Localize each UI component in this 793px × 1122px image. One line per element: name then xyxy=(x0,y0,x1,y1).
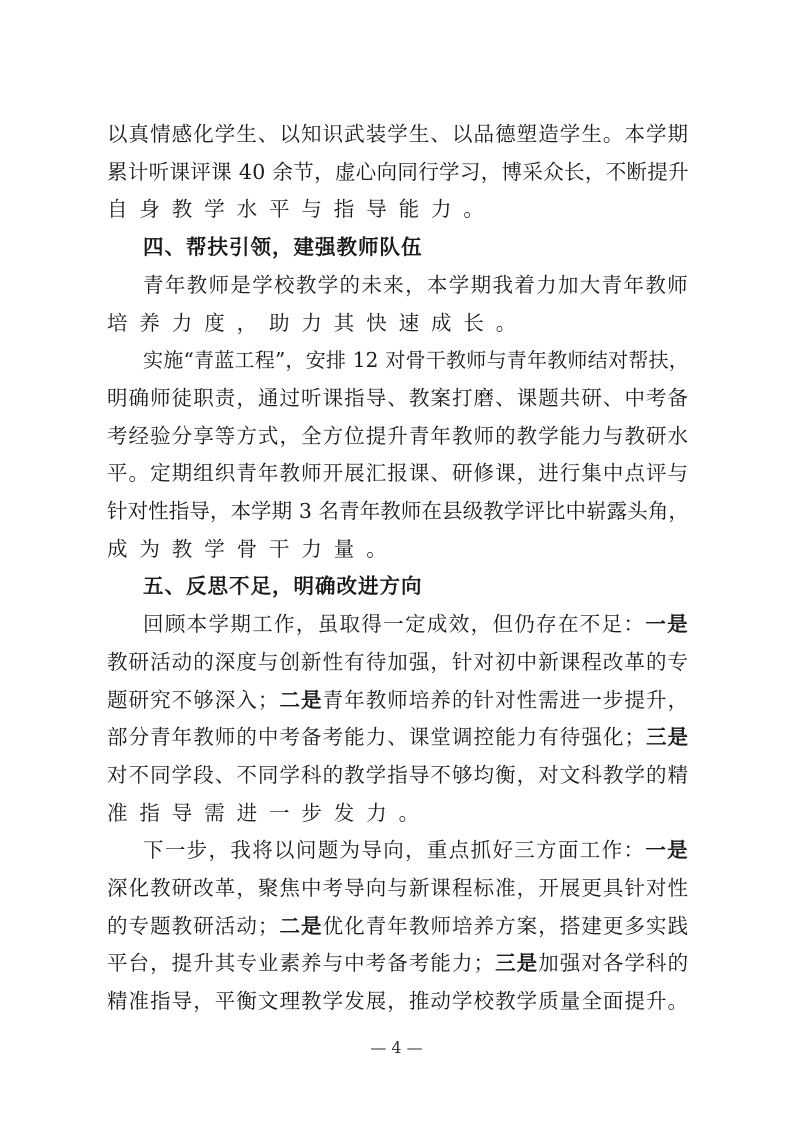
text-line-content xyxy=(143,273,689,297)
bold-emphasis: 三是 xyxy=(495,951,539,976)
text-line-content xyxy=(107,876,689,900)
paragraph xyxy=(107,342,691,568)
text-line xyxy=(107,983,691,1021)
text-segment: 以真情感化学生、以知识武装学生、以品德塑造学生。本学期 xyxy=(107,122,690,146)
text-line xyxy=(107,191,691,229)
text-line-content xyxy=(107,197,496,221)
text-line xyxy=(107,682,691,720)
text-segment: 明确师徒职责，通过听课指导、教案打磨、课题共研、中考备 xyxy=(107,385,690,410)
text-segment: 准指导需进一步发力。 xyxy=(107,800,431,825)
text-segment: 教研活动的深度与创新性有待加强，针对初中新课程改革的专 xyxy=(107,649,690,674)
text-segment: 下一步，我将以问题为导向，重点抓好三方面工作： xyxy=(143,838,646,863)
text-line xyxy=(107,870,691,908)
text-segment: 优化青年教师培养方案，搭建更多实践 xyxy=(322,913,690,938)
text-line-content xyxy=(107,537,399,561)
text-segment: 的专题教研活动； xyxy=(107,913,280,938)
text-segment: 累计听课评课 40 余节，虚心向同行学习，博采众长，不断提升 xyxy=(107,159,690,184)
text-segment: 实施“青蓝工程”，安排 12 对骨干教师与青年教师结对帮扶， xyxy=(143,348,689,373)
text-line-content xyxy=(143,235,423,259)
text-line-content xyxy=(107,160,689,184)
text-line xyxy=(107,719,691,757)
document-body xyxy=(107,116,691,1021)
text-line xyxy=(107,795,691,833)
text-line xyxy=(107,945,691,983)
text-segment: 考经验分享等方式，全方位提升青年教师的教学能力与教研水 xyxy=(107,423,690,448)
bold-emphasis: 一是 xyxy=(645,612,690,637)
text-line-content xyxy=(107,311,528,335)
text-line-content xyxy=(107,688,689,712)
page-number: — 4 — xyxy=(370,1038,423,1057)
text-line-content xyxy=(143,612,689,636)
text-segment: 部分青年教师的中考备考能力、课堂调控能力有待强化； xyxy=(107,725,646,750)
text-line xyxy=(107,568,691,606)
text-line-content xyxy=(107,122,689,146)
text-line-content xyxy=(107,424,689,448)
text-segment: 培养力度，助力其快速成长。 xyxy=(107,310,529,335)
text-line-content xyxy=(143,574,423,598)
text-line xyxy=(107,342,691,380)
text-line xyxy=(107,531,691,569)
text-line xyxy=(107,908,691,946)
text-line xyxy=(107,493,691,531)
paragraph xyxy=(107,606,691,832)
text-segment: 成为教学骨干力量。 xyxy=(107,536,399,561)
text-line xyxy=(107,832,691,870)
text-segment: 青年教师是学校教学的未来，本学期我着力加大青年教师 xyxy=(143,272,689,297)
paragraph xyxy=(107,116,691,229)
text-line-content xyxy=(107,801,431,825)
text-segment: 青年教师培养的针对性需进一步提升， xyxy=(322,687,690,712)
text-line-content xyxy=(107,914,689,938)
bold-emphasis: 三是 xyxy=(646,725,690,750)
text-line xyxy=(107,229,691,267)
text-segment: 平台，提升其专业素养与中考备考能力； xyxy=(107,951,496,976)
text-line xyxy=(107,757,691,795)
text-line-content xyxy=(107,725,689,749)
text-segment: 题研究不够深入； xyxy=(107,687,280,712)
text-line xyxy=(107,380,691,418)
text-segment: 针对性指导，本学期 3 名青年教师在县级教学评比中崭露头角， xyxy=(107,499,689,524)
bold-emphasis: 二是 xyxy=(279,687,323,712)
text-line xyxy=(107,305,691,343)
text-line-content xyxy=(107,951,689,975)
text-line xyxy=(107,116,691,154)
text-segment: 自身教学水平与指导能力。 xyxy=(107,197,496,222)
bold-emphasis: 一是 xyxy=(645,838,690,863)
text-line xyxy=(107,644,691,682)
text-segment: 对不同学段、不同学科的教学指导不够均衡，对文科教学的精 xyxy=(107,762,690,787)
text-line-content xyxy=(107,763,689,787)
bold-emphasis: 二是 xyxy=(279,913,323,938)
text-segment: 精准指导，平衡文理教学发展，推动学校教学质量全面提升。 xyxy=(107,989,690,1014)
text-segment: 平。定期组织青年教师开展汇报课、研修课，进行集中点评与 xyxy=(107,461,690,486)
text-line-content xyxy=(107,989,689,1013)
text-line-content xyxy=(143,838,689,862)
text-line-content xyxy=(107,386,689,410)
section-heading xyxy=(107,229,691,267)
text-segment: 五、反思不足，明确改进方向 xyxy=(143,574,423,599)
paragraph xyxy=(107,267,691,342)
text-line-content xyxy=(107,461,689,485)
text-line xyxy=(107,455,691,493)
text-line-content xyxy=(107,499,689,523)
text-segment: 回顾本学期工作，虽取得一定成效，但仍存在不足： xyxy=(143,612,646,637)
text-segment: 加强对各学科的 xyxy=(538,951,690,976)
paragraph xyxy=(107,832,691,1021)
text-line xyxy=(107,154,691,192)
text-segment: 深化教研改革，聚焦中考导向与新课程标准，开展更具针对性 xyxy=(107,876,690,901)
text-line xyxy=(107,267,691,305)
text-line-content xyxy=(107,650,689,674)
text-line-content xyxy=(143,348,689,372)
text-segment: 四、帮扶引领，建强教师队伍 xyxy=(143,235,423,260)
text-line xyxy=(107,606,691,644)
section-heading xyxy=(107,568,691,606)
text-line xyxy=(107,418,691,456)
